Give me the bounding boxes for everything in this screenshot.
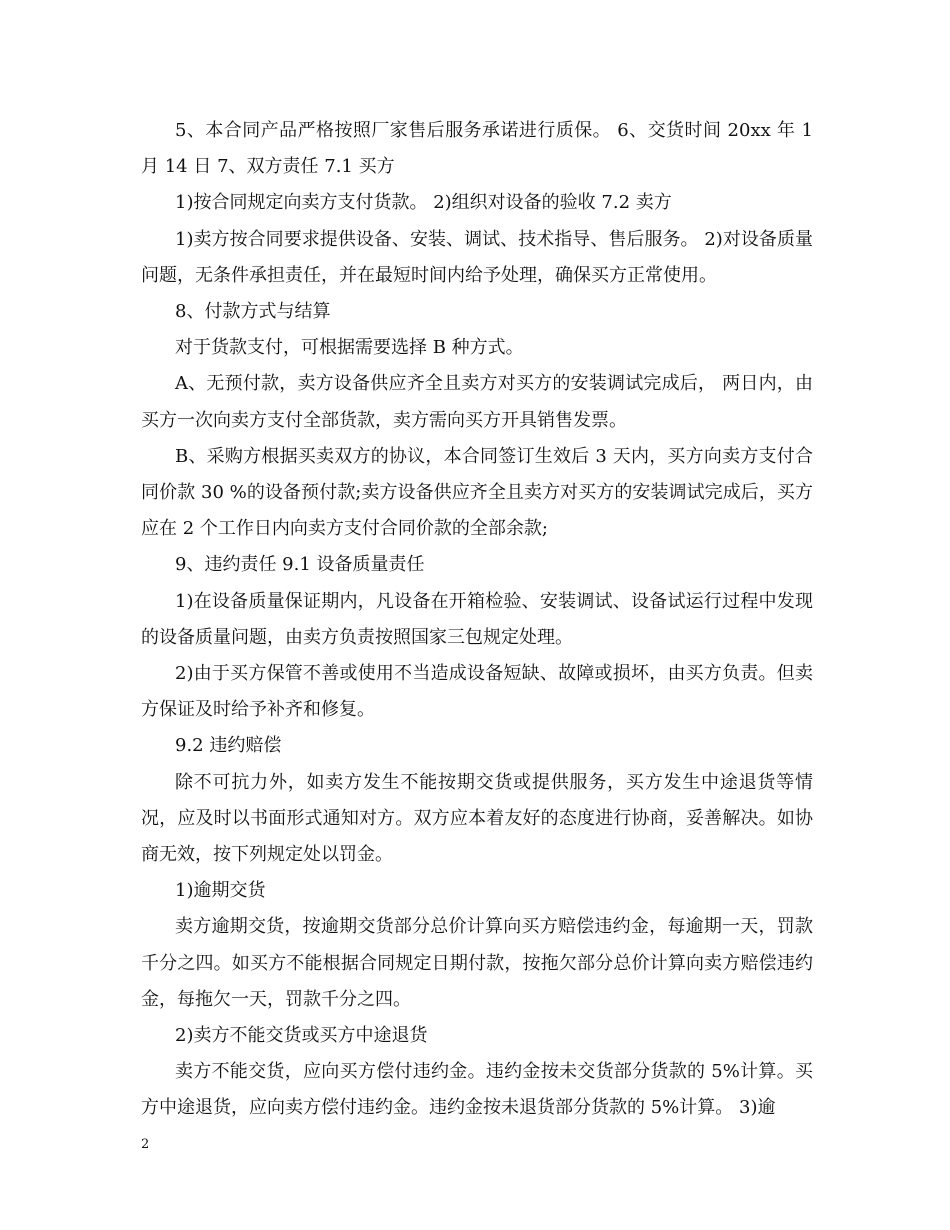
paragraph-payment-option-b: B、采购方根据买卖双方的协议，本合同签订生效后 3 天内，买方向卖方支付合同价款 30 %的设备预付款;卖方设备供应齐全且卖方对买方的安装调试完成后，买方应在 2 个工作日内向卖方支付合同价款的全部余款; bbox=[141, 445, 813, 540]
paragraph-warranty-delivery: 5、本合同产品严格按照厂家售后服务承诺进行质保。 6、交货时间 20xx 年 1 月 14 日 7、双方责任 7.1 买方 bbox=[141, 120, 813, 178]
section-heading-payment: 8、付款方式与结算 bbox=[175, 301, 331, 323]
section-heading-liability: 9、违约责任 9.1 设备质量责任 bbox=[175, 554, 425, 576]
subheading-non-delivery-return: 2)卖方不能交货或买方中途退货 bbox=[175, 1025, 428, 1047]
document-body bbox=[141, 113, 813, 1127]
paragraph-non-delivery-penalty: 卖方不能交货，应向买方偿付违约金。违约金按未交货部分货款的 5%计算。买方中途退货，应向卖方偿付违约金。违约金按未退货部分货款的 5%计算。 3)逾 bbox=[141, 1061, 813, 1119]
section-heading-compensation: 9.2 违约赔偿 bbox=[175, 735, 282, 757]
paragraph-payment-option-a: A、无预付款，卖方设备供应齐全且卖方对买方的安装调试完成后， 两日内，由买方一次向卖方支付全部货款，卖方需向买方开具销售发票。 bbox=[141, 373, 813, 431]
paragraph-payment-choice: 对于货款支付，可根据需要选择 B 种方式。 bbox=[175, 337, 524, 359]
paragraph-late-delivery-penalty: 卖方逾期交货，按逾期交货部分总价计算向买方赔偿违约金，每逾期一天，罚款千分之四。如买方不能根据合同规定日期付款，按拖欠部分总价计算向卖方赔偿违约金，每拖欠一天，罚款千分之四。 bbox=[141, 916, 813, 1010]
paragraph-quality-warranty-period: 1)在设备质量保证期内，凡设备在开箱检验、安装调试、设备试运行过程中发现的设备质量问题，由卖方负责按照国家三包规定处理。 bbox=[141, 590, 813, 648]
paragraph-buyer-mishandling: 2)由于买方保管不善或使用不当造成设备短缺、故障或损坏，由买方负责。但卖方保证及时给予补齐和修复。 bbox=[141, 663, 813, 721]
paragraph-buyer-duties: 1)按合同规定向卖方支付货款。 2)组织对设备的验收 7.2 卖方 bbox=[175, 192, 672, 214]
page-number: 2 bbox=[141, 1137, 150, 1152]
subheading-late-delivery: 1)逾期交货 bbox=[175, 880, 266, 902]
paragraph-force-majeure: 除不可抗力外，如卖方发生不能按期交货或提供服务，买方发生中途退货等情况，应及时以书面形式通知对方。双方应本着友好的态度进行协商，妥善解决。如协商无效，按下列规定处以罚金。 bbox=[141, 771, 813, 866]
paragraph-seller-duties: 1)卖方按合同要求提供设备、安装、调试、技术指导、售后服务。 2)对设备质量问题，无条件承担责任，并在最短时间内给予处理，确保买方正常使用。 bbox=[141, 228, 813, 286]
